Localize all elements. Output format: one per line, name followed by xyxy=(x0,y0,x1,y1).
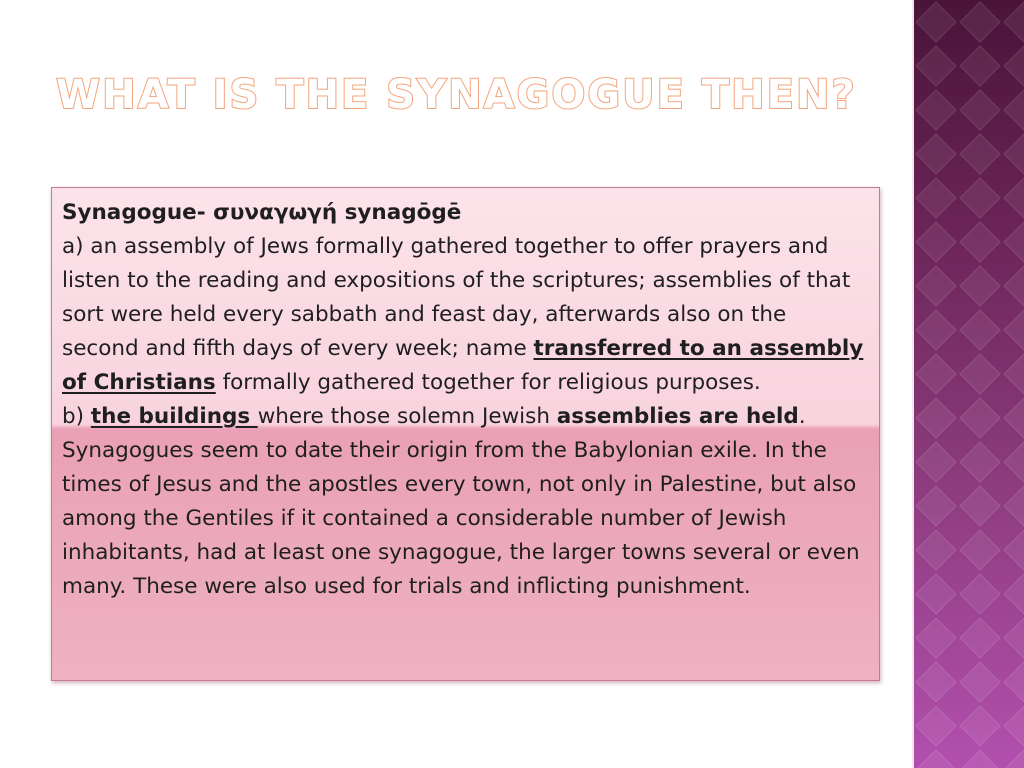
definition-b xyxy=(62,400,869,604)
definition-b-suffix: . Synagogues seem to date their origin from the Babylonian exile. In the times of Jesus and the apostles every town, not only in Palestine, but also among the Gentiles if it contained a considerable number of Jewish inhabitants, had at least one synagogue, the larger towns several or even many. These were also used for trials and inflicting punishment. xyxy=(62,404,860,599)
term-label: Synagogue- συναγωγή synagōgē xyxy=(62,200,462,225)
definition-a-emphasis: transferred to an assembly of Christians xyxy=(62,336,864,395)
slide-title: WHAT IS THE SYNAGOGUE THEN? xyxy=(56,72,857,118)
definition-b-prefix: b) xyxy=(62,404,91,429)
decorative-side-band xyxy=(912,0,1024,768)
definition-a-text: a) an assembly of Jews formally gathered together to offer prayers and listen to the reading and expositions of the scriptures; assemblies of that sort were held every sabbath and feast day, afterwards also on the second and fifth days of every week; name xyxy=(62,234,851,361)
definition-a-suffix: formally gathered together for religious purposes. xyxy=(215,370,761,395)
term-heading xyxy=(62,196,869,230)
definition-b-emphasis-buildings: the buildings xyxy=(90,404,258,429)
definition-box xyxy=(51,187,880,681)
definition-b-middle: where those solemn Jewish xyxy=(257,404,557,429)
diamond-pattern xyxy=(914,0,1024,768)
definition-b-emphasis-assemblies: assemblies are held xyxy=(556,404,799,429)
definition-a xyxy=(62,230,869,400)
